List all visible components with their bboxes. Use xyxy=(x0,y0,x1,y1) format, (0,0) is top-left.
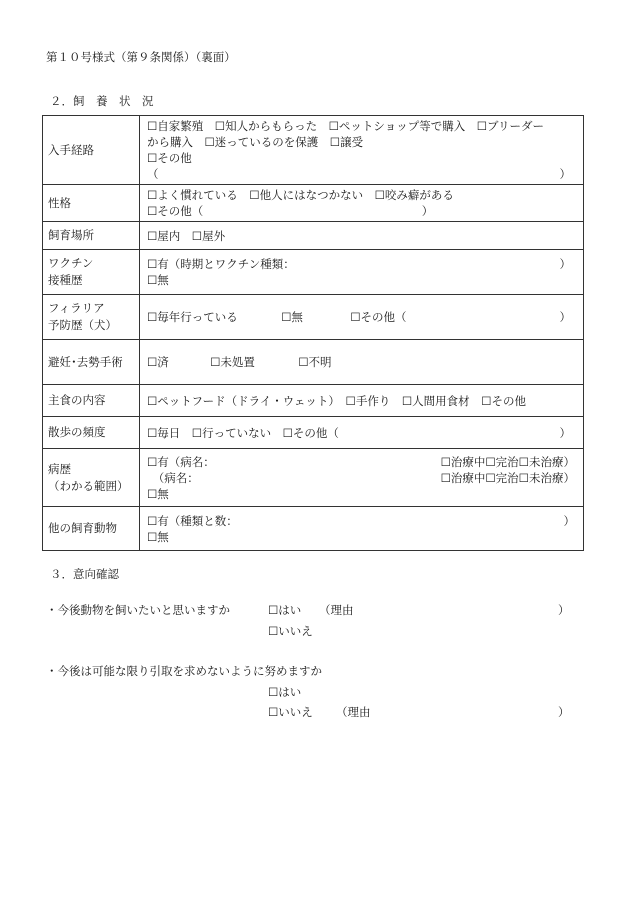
neuter-done[interactable]: ☐済 xyxy=(147,355,169,369)
illness-status-2[interactable]: ☐治療中☐完治☐未治療） xyxy=(440,470,575,485)
label-source: 入手経路 xyxy=(43,116,140,185)
row-illness xyxy=(43,449,584,507)
label-filaria-1: フィラリア xyxy=(48,301,105,315)
row-filaria xyxy=(43,295,584,340)
q2-yes[interactable]: ☐はい xyxy=(268,685,302,699)
q2-text: ・今後は可能な限り引取を求めないように努めますか xyxy=(46,664,322,678)
illness-line1 xyxy=(147,454,579,470)
close-paren: ） xyxy=(559,257,571,271)
row-source xyxy=(43,116,584,185)
q2-reason: （理由 xyxy=(336,705,371,719)
row-temperament xyxy=(43,185,584,222)
row-other-animals xyxy=(43,507,584,551)
temperament-other[interactable]: ☐その他（ ） xyxy=(147,204,434,218)
content-walk xyxy=(140,417,584,449)
label-vaccine-1: ワクチン xyxy=(48,256,94,270)
label-vaccine xyxy=(43,250,140,295)
q1-no[interactable]: ☐いいえ xyxy=(268,624,313,638)
other-animals-yes-line xyxy=(147,513,579,529)
close-paren: ） xyxy=(559,167,571,181)
walk-options[interactable]: ☐毎日 ☐行っていない ☐その他（ xyxy=(147,425,339,440)
neuter-unknown[interactable]: ☐不明 xyxy=(298,355,332,369)
neuter-untreated[interactable]: ☐未処置 xyxy=(210,355,255,369)
row-walk xyxy=(43,417,584,449)
q2-no[interactable]: ☐いいえ xyxy=(268,705,313,719)
close-paren: ） xyxy=(563,513,575,528)
label-neuter: 避妊･去勢手術 xyxy=(43,340,140,385)
row-vaccine xyxy=(43,250,584,295)
filaria-none[interactable]: ☐無 xyxy=(281,310,303,324)
vaccine-yes-line[interactable] xyxy=(147,256,579,272)
source-options-line2[interactable]: から購入 ☐迷っているのを保護 ☐譲受 xyxy=(147,135,364,149)
vaccine-no[interactable]: ☐無 xyxy=(147,273,169,287)
label-location: 飼育場所 xyxy=(43,222,140,250)
content-food xyxy=(140,385,584,417)
label-vaccine-2: 接種歴 xyxy=(48,273,83,287)
row-food xyxy=(43,385,584,417)
temperament-options[interactable]: ☐よく慣れている ☐他人にはなつかない ☐咬み癖がある xyxy=(147,188,454,202)
open-paren: （ xyxy=(147,167,159,181)
source-other-paren-line[interactable] xyxy=(147,166,579,182)
source-other[interactable]: ☐その他 xyxy=(147,151,192,165)
section2-heading: ２．飼 養 状 況 xyxy=(50,94,154,108)
illness-no[interactable]: ☐無 xyxy=(147,486,169,501)
label-illness xyxy=(43,449,140,507)
walk-options-line xyxy=(147,425,579,441)
illness-line2 xyxy=(147,470,579,486)
q2-close-paren: ） xyxy=(558,705,570,719)
label-walk: 散歩の頻度 xyxy=(43,417,140,449)
label-food: 主食の内容 xyxy=(43,385,140,417)
illness-name-2[interactable]: （病名： xyxy=(147,470,199,485)
form-title: 第１０号様式（第９条関係）（裏面） xyxy=(46,50,236,64)
other-animals-yes[interactable]: ☐有（種類と数： xyxy=(147,513,238,528)
care-status-table xyxy=(42,115,584,551)
filaria-yearly[interactable]: ☐毎年行っている xyxy=(147,310,238,324)
q1-yes[interactable]: ☐はい xyxy=(268,603,302,617)
content-temperament xyxy=(140,185,584,222)
location-options[interactable]: ☐屋内 ☐屋外 xyxy=(147,228,226,243)
filaria-options-line xyxy=(147,309,579,325)
q1-reason: （理由 xyxy=(319,603,354,617)
label-temperament: 性格 xyxy=(43,185,140,222)
vaccine-yes[interactable]: ☐有（時期とワクチン種類： xyxy=(147,257,295,271)
other-animals-no[interactable]: ☐無 xyxy=(147,529,169,544)
label-illness-2: （わかる範囲） xyxy=(48,478,129,493)
close-paren: ） xyxy=(559,425,571,440)
row-neuter xyxy=(43,340,584,385)
content-filaria xyxy=(140,295,584,340)
content-vaccine xyxy=(140,250,584,295)
content-source xyxy=(140,116,584,185)
label-filaria xyxy=(43,295,140,340)
row-location xyxy=(43,222,584,250)
filaria-other[interactable]: ☐その他（ xyxy=(350,310,407,324)
illness-status-1[interactable]: ☐治療中☐完治☐未治療） xyxy=(440,454,575,469)
section3-heading: ３．意向確認 xyxy=(50,567,119,581)
label-illness-1: 病歴 xyxy=(48,461,71,476)
label-other-animals: 他の飼育動物 xyxy=(43,507,140,551)
q1-close-paren: ） xyxy=(558,603,570,617)
source-options-line1[interactable]: ☐自家繁殖 ☐知人からもらった ☐ペットショップ等で購入 ☐ブリーダー xyxy=(147,119,545,133)
label-filaria-2: 予防歴（犬） xyxy=(48,318,117,332)
neuter-options-line xyxy=(147,354,579,370)
illness-yes[interactable]: ☐有（病名： xyxy=(147,454,215,469)
content-illness xyxy=(140,449,584,507)
content-location xyxy=(140,222,584,250)
q1-text: ・今後動物を飼いたいと思いますか xyxy=(46,603,230,617)
close-paren: ） xyxy=(559,310,571,324)
content-other-animals xyxy=(140,507,584,551)
food-options[interactable]: ☐ペットフード（ドライ・ウェット） ☐手作り ☐人間用食材 ☐その他 xyxy=(147,393,526,408)
content-neuter xyxy=(140,340,584,385)
